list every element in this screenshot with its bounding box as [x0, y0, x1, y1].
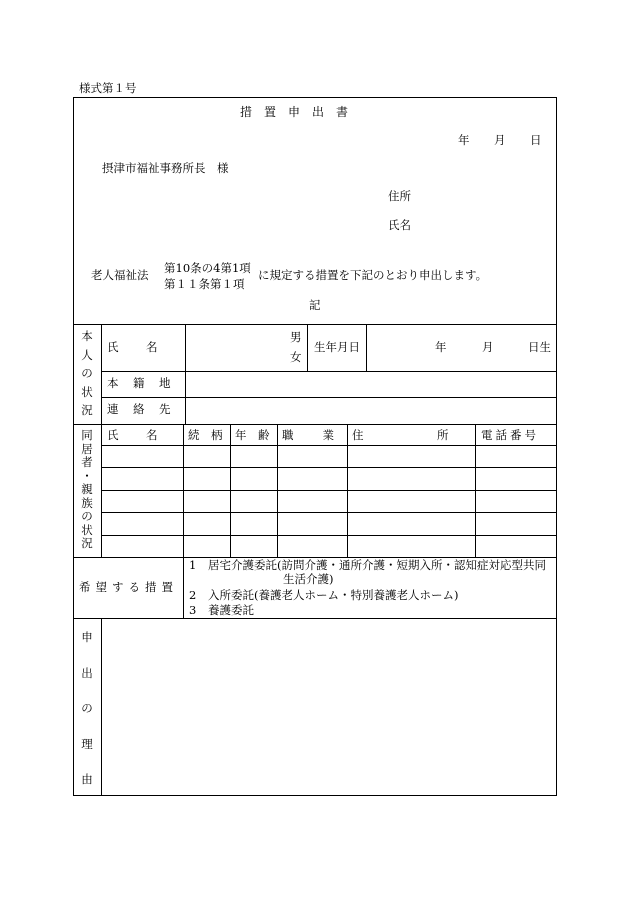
- option-3-num: 3: [189, 603, 197, 617]
- principal-section-label: 本 人 の 状 況: [81, 329, 93, 417]
- cohabitant-section-label: 同 居 者 ・ 親 族 の 状 況: [81, 428, 93, 550]
- option-2-num: 2: [189, 588, 197, 602]
- col-header-age: 年 齢: [235, 428, 270, 442]
- dob-month: 月: [482, 340, 494, 354]
- addressee: 摂津市福祉事務所長 様: [102, 161, 229, 175]
- dob-year: 年: [435, 340, 447, 354]
- option-1-num: 1: [189, 558, 197, 572]
- article-2: 第１１条第１項: [164, 277, 245, 291]
- gender-male: 男: [290, 330, 302, 344]
- option-1-cont: 生活介護): [283, 572, 334, 586]
- col-header-name: 氏 名: [107, 428, 159, 442]
- date-year: 年: [458, 133, 470, 147]
- honseki-label: 本 籍 地: [107, 376, 172, 390]
- reason-label: 申 出 の 理 由: [81, 630, 93, 786]
- article-1: 第10条の4第1項: [164, 261, 251, 275]
- name-label: 氏名: [388, 218, 411, 232]
- address-label: 住所: [388, 189, 411, 203]
- law-name: 老人福祉法: [91, 268, 149, 282]
- reason-content[interactable]: [102, 619, 556, 795]
- col-header-phone: 電話番号: [481, 428, 539, 442]
- date-day: 日: [530, 133, 542, 147]
- form-number: 様式第１号: [79, 81, 137, 95]
- option-3-text: 養護委託: [208, 603, 254, 617]
- option-1-text: 居宅介護委託(訪問介護・通所介護・短期入所・認知症対応型共同: [208, 558, 546, 572]
- col-header-job: 職 業: [282, 428, 336, 442]
- dob-day: 日生: [528, 340, 551, 354]
- principal-name-label: 氏 名: [107, 340, 159, 354]
- col-header-relation: 続 柄: [188, 428, 223, 442]
- ki-label: 記: [309, 298, 321, 312]
- statement-text: に規定する措置を下記のとおり申出します。: [258, 268, 488, 282]
- col-header-address: 住 所: [352, 428, 454, 442]
- gender-female: 女: [290, 350, 302, 364]
- dob-label: 生年月日: [314, 340, 360, 354]
- option-2-text: 入所委託(養護老人ホーム・特別養護老人ホーム): [208, 588, 459, 602]
- date-month: 月: [494, 133, 506, 147]
- form-title: 措 置 申 出 書: [240, 105, 349, 119]
- contact-label: 連 絡 先: [107, 402, 172, 416]
- desired-label: 希望する措置: [79, 580, 178, 594]
